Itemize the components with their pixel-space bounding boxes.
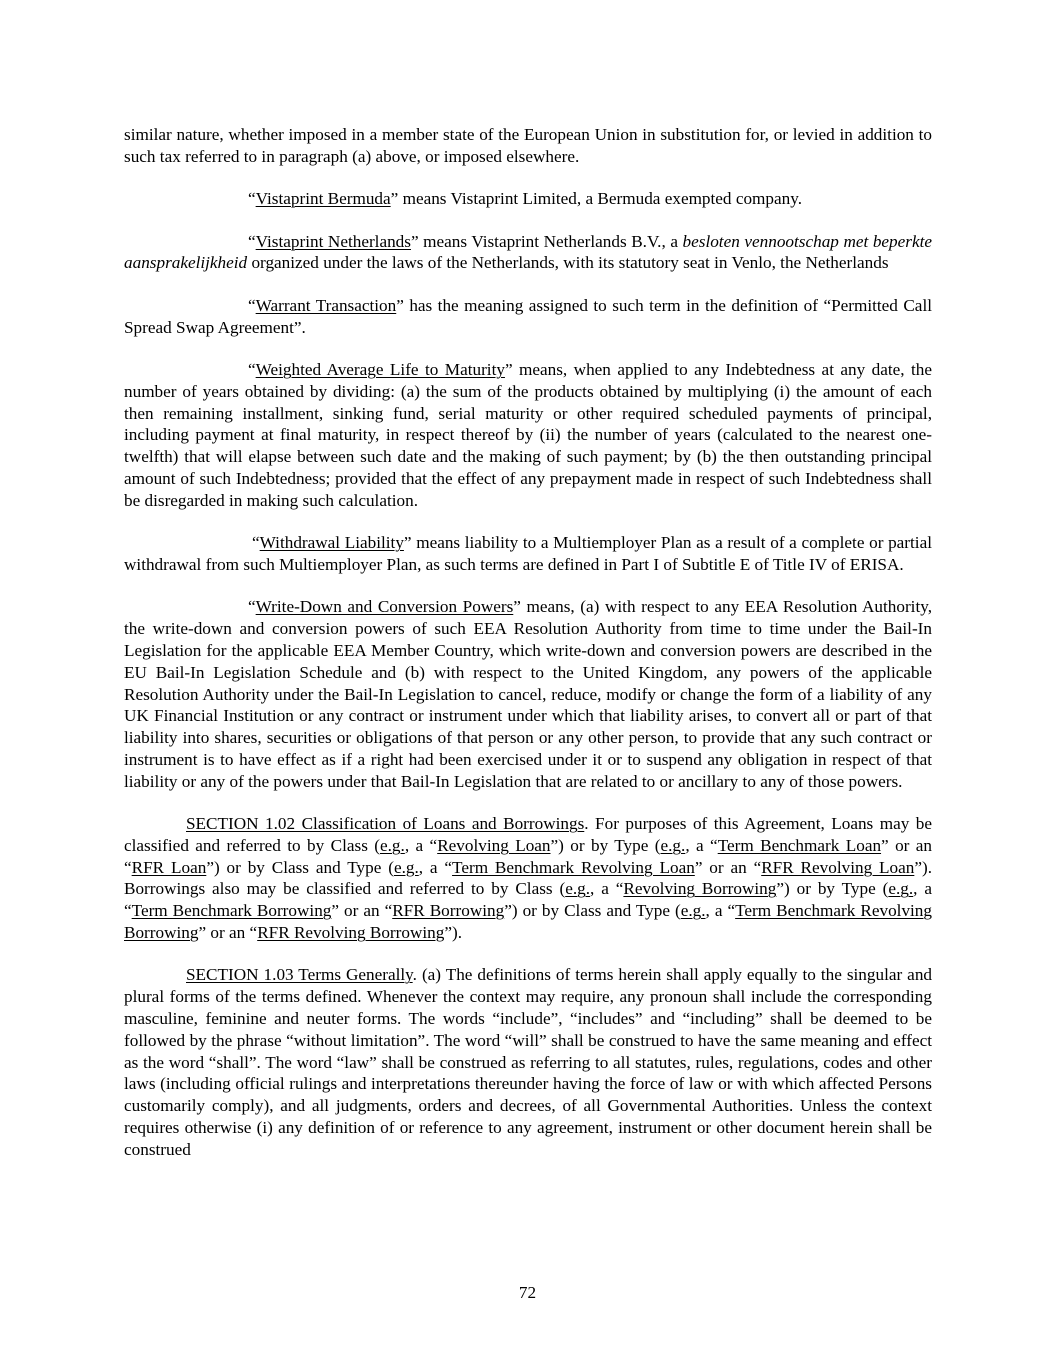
definition-body: ” means, (a) with respect to any EEA Resolution Authority, the write-down and conversion powers of such EEA Resolution Authority from time to time under the Bail-In Legislation for the applicable EEA Member Country, which write-down and conversion powers are described in the EU Bail-In Legislation Schedule and (b) with respect to the United Kingdom, any powers of the applicable Resolution Authority under the Bail-In Legislation to cancel, reduce, modify or change the form of a liability of any UK Financial Institution or any contract or instrument under which that liability arises, to convert all or part of that liability into shares, securities or obligations of that person or any other person, to provide that any such contract or instrument is to have effect as if a right had been exercised under it or to suspend any obligation in respect of that liability or any of the powers under that Bail-In Legislation that are related to or ancillary to any of those powers. xyxy=(124,597,932,791)
term-revolving-borrowing: Revolving Borrowing xyxy=(623,879,777,899)
section-text: , a “ xyxy=(124,879,932,921)
quote-open: “ xyxy=(248,231,256,251)
section-text: ” or an “ xyxy=(331,901,393,921)
italic-phrase: besloten vennootschap met beperkte aansprakelijkheid xyxy=(124,231,932,273)
section-text: ” or an “ xyxy=(198,923,258,943)
definition-vistaprint-bermuda xyxy=(124,188,932,210)
section-text: ”) or by Class and Type ( xyxy=(504,901,681,921)
quote-open: “ xyxy=(248,597,256,617)
definition-body: ” means Vistaprint Netherlands B.V., a xyxy=(410,231,683,251)
definition-write-down-powers xyxy=(124,596,932,792)
eg-abbrev: e.g. xyxy=(393,857,419,877)
section-text: , a “ xyxy=(590,879,624,899)
definition-vistaprint-netherlands xyxy=(124,231,932,275)
defined-term: Write-Down and Conversion Powers xyxy=(255,597,514,617)
defined-term: Weighted Average Life to Maturity xyxy=(255,359,505,379)
definition-weighted-average-life xyxy=(124,359,932,512)
term-benchmark-revolving-borrowing: Term Benchmark Revolving Borrowing xyxy=(124,901,932,943)
section-1-03 xyxy=(124,964,932,1160)
section-text: . (a) The definitions of terms herein shall apply equally to the singular and plural forms of the terms defined. Whenever the context may require, any pronoun shall include the corresponding masculine, feminine and neuter forms. The words “include”, “includes” and “including” shall be deemed to be followed by the phrase “without limitation”. The word “will” shall be construed to have the same meaning and effect as the word “shall”. The word “law” shall be construed as referring to all statutes, rules, regulations, codes and other laws (including official rulings and interpretations thereunder having the force of law or with which affected Persons customarily comply), and all judgments, orders and decrees, of all Governmental Authorities. Unless the context requires otherwise (i) any definition of or reference to any agreement, instrument or other document herein shall be construed xyxy=(124,965,933,1159)
defined-term: Warrant Transaction xyxy=(255,295,397,315)
section-text: ” or an “ xyxy=(124,835,933,877)
term-revolving-loan: Revolving Loan xyxy=(437,835,551,855)
defined-term: Withdrawal Liability xyxy=(259,533,404,553)
definition-body: ” means, when applied to any Indebtedness at any date, the number of years obtained by dividing: (a) the sum of the products obtained by multiplying (i) the amount of each then remaining installment, sinking fund, serial maturity or other required scheduled payments of principal, including payment at final maturity, in respect thereof by (ii) the number of years (calculated to the nearest one-twelfth) that will elapse between such date and the making of such payment; by (b) the then outstanding principal amount of such Indebtedness; provided that the effect of any prepayment made in respect of such Indebtedness shall be disregarded in making such calculation. xyxy=(124,359,933,510)
section-text: , a “ xyxy=(404,835,438,855)
section-text: , a “ xyxy=(418,857,453,877)
definition-body: ” means Vistaprint Limited, a Bermuda exempted company. xyxy=(390,189,803,209)
quote-open: “ xyxy=(252,533,260,553)
section-text: ”). xyxy=(444,923,463,943)
section-text: , a “ xyxy=(705,901,736,921)
section-text: , a “ xyxy=(685,835,718,855)
eg-abbrev: e.g. xyxy=(680,901,706,921)
eg-abbrev: e.g. xyxy=(380,835,405,855)
document-page xyxy=(124,124,932,1181)
quote-open: “ xyxy=(248,295,256,315)
term-benchmark-revolving-loan: Term Benchmark Revolving Loan xyxy=(452,857,695,877)
eg-abbrev: e.g. xyxy=(888,879,914,899)
section-text: ”) or by Type ( xyxy=(550,835,661,855)
term-rfr-loan: RFR Loan xyxy=(131,857,207,877)
section-heading: SECTION 1.02 Classification of Loans and Borrowings xyxy=(186,814,585,834)
definition-warrant-transaction xyxy=(124,295,932,339)
definition-body-cont: organized under the laws of the Netherlands, with its statutory seat in Venlo, the Netherlands xyxy=(247,253,889,273)
quote-open: “ xyxy=(248,359,256,379)
definition-body: ” means liability to a Multiemployer Plan as a result of a complete or partial withdrawal from such Multiemployer Plan, as such terms are defined in Part I of Subtitle E of Title IV of ERISA. xyxy=(124,533,932,574)
term-benchmark-borrowing: Term Benchmark Borrowing xyxy=(131,901,332,921)
term-benchmark-loan: Term Benchmark Loan xyxy=(717,835,882,855)
section-heading: SECTION 1.03 Terms Generally xyxy=(186,965,413,985)
defined-term: Vistaprint Netherlands xyxy=(255,231,411,251)
section-text: ”). Borrowings also may be classified and referred to by Class ( xyxy=(124,857,932,899)
section-text: ”) or by Type ( xyxy=(776,879,889,899)
definition-withdrawal-liability xyxy=(124,532,932,576)
section-text: . For purposes of this Agreement, Loans may be classified and referred to by Class ( xyxy=(124,814,932,855)
term-rfr-borrowing: RFR Borrowing xyxy=(392,901,505,921)
section-text: ”) or by Class and Type ( xyxy=(206,857,394,877)
quote-open: “ xyxy=(248,189,256,209)
section-text: ” or an “ xyxy=(694,857,762,877)
term-rfr-revolving-loan: RFR Revolving Loan xyxy=(761,857,915,877)
eg-abbrev: e.g. xyxy=(660,835,686,855)
continuation-text: similar nature, whether imposed in a member state of the European Union in substitution for, or levied in addition to such tax referred to in paragraph (a) above, or imposed elsewhere. xyxy=(124,125,932,166)
definition-body: ” has the meaning assigned to such term in the definition of “Permitted Call Spread Swap Agreement”. xyxy=(124,295,932,337)
eg-abbrev: e.g. xyxy=(565,879,591,899)
continuation-paragraph xyxy=(124,124,932,168)
section-1-02 xyxy=(124,813,932,944)
defined-term: Vistaprint Bermuda xyxy=(255,189,391,209)
term-rfr-revolving-borrowing: RFR Revolving Borrowing xyxy=(257,923,445,943)
page-number: 72 xyxy=(518,1283,537,1302)
